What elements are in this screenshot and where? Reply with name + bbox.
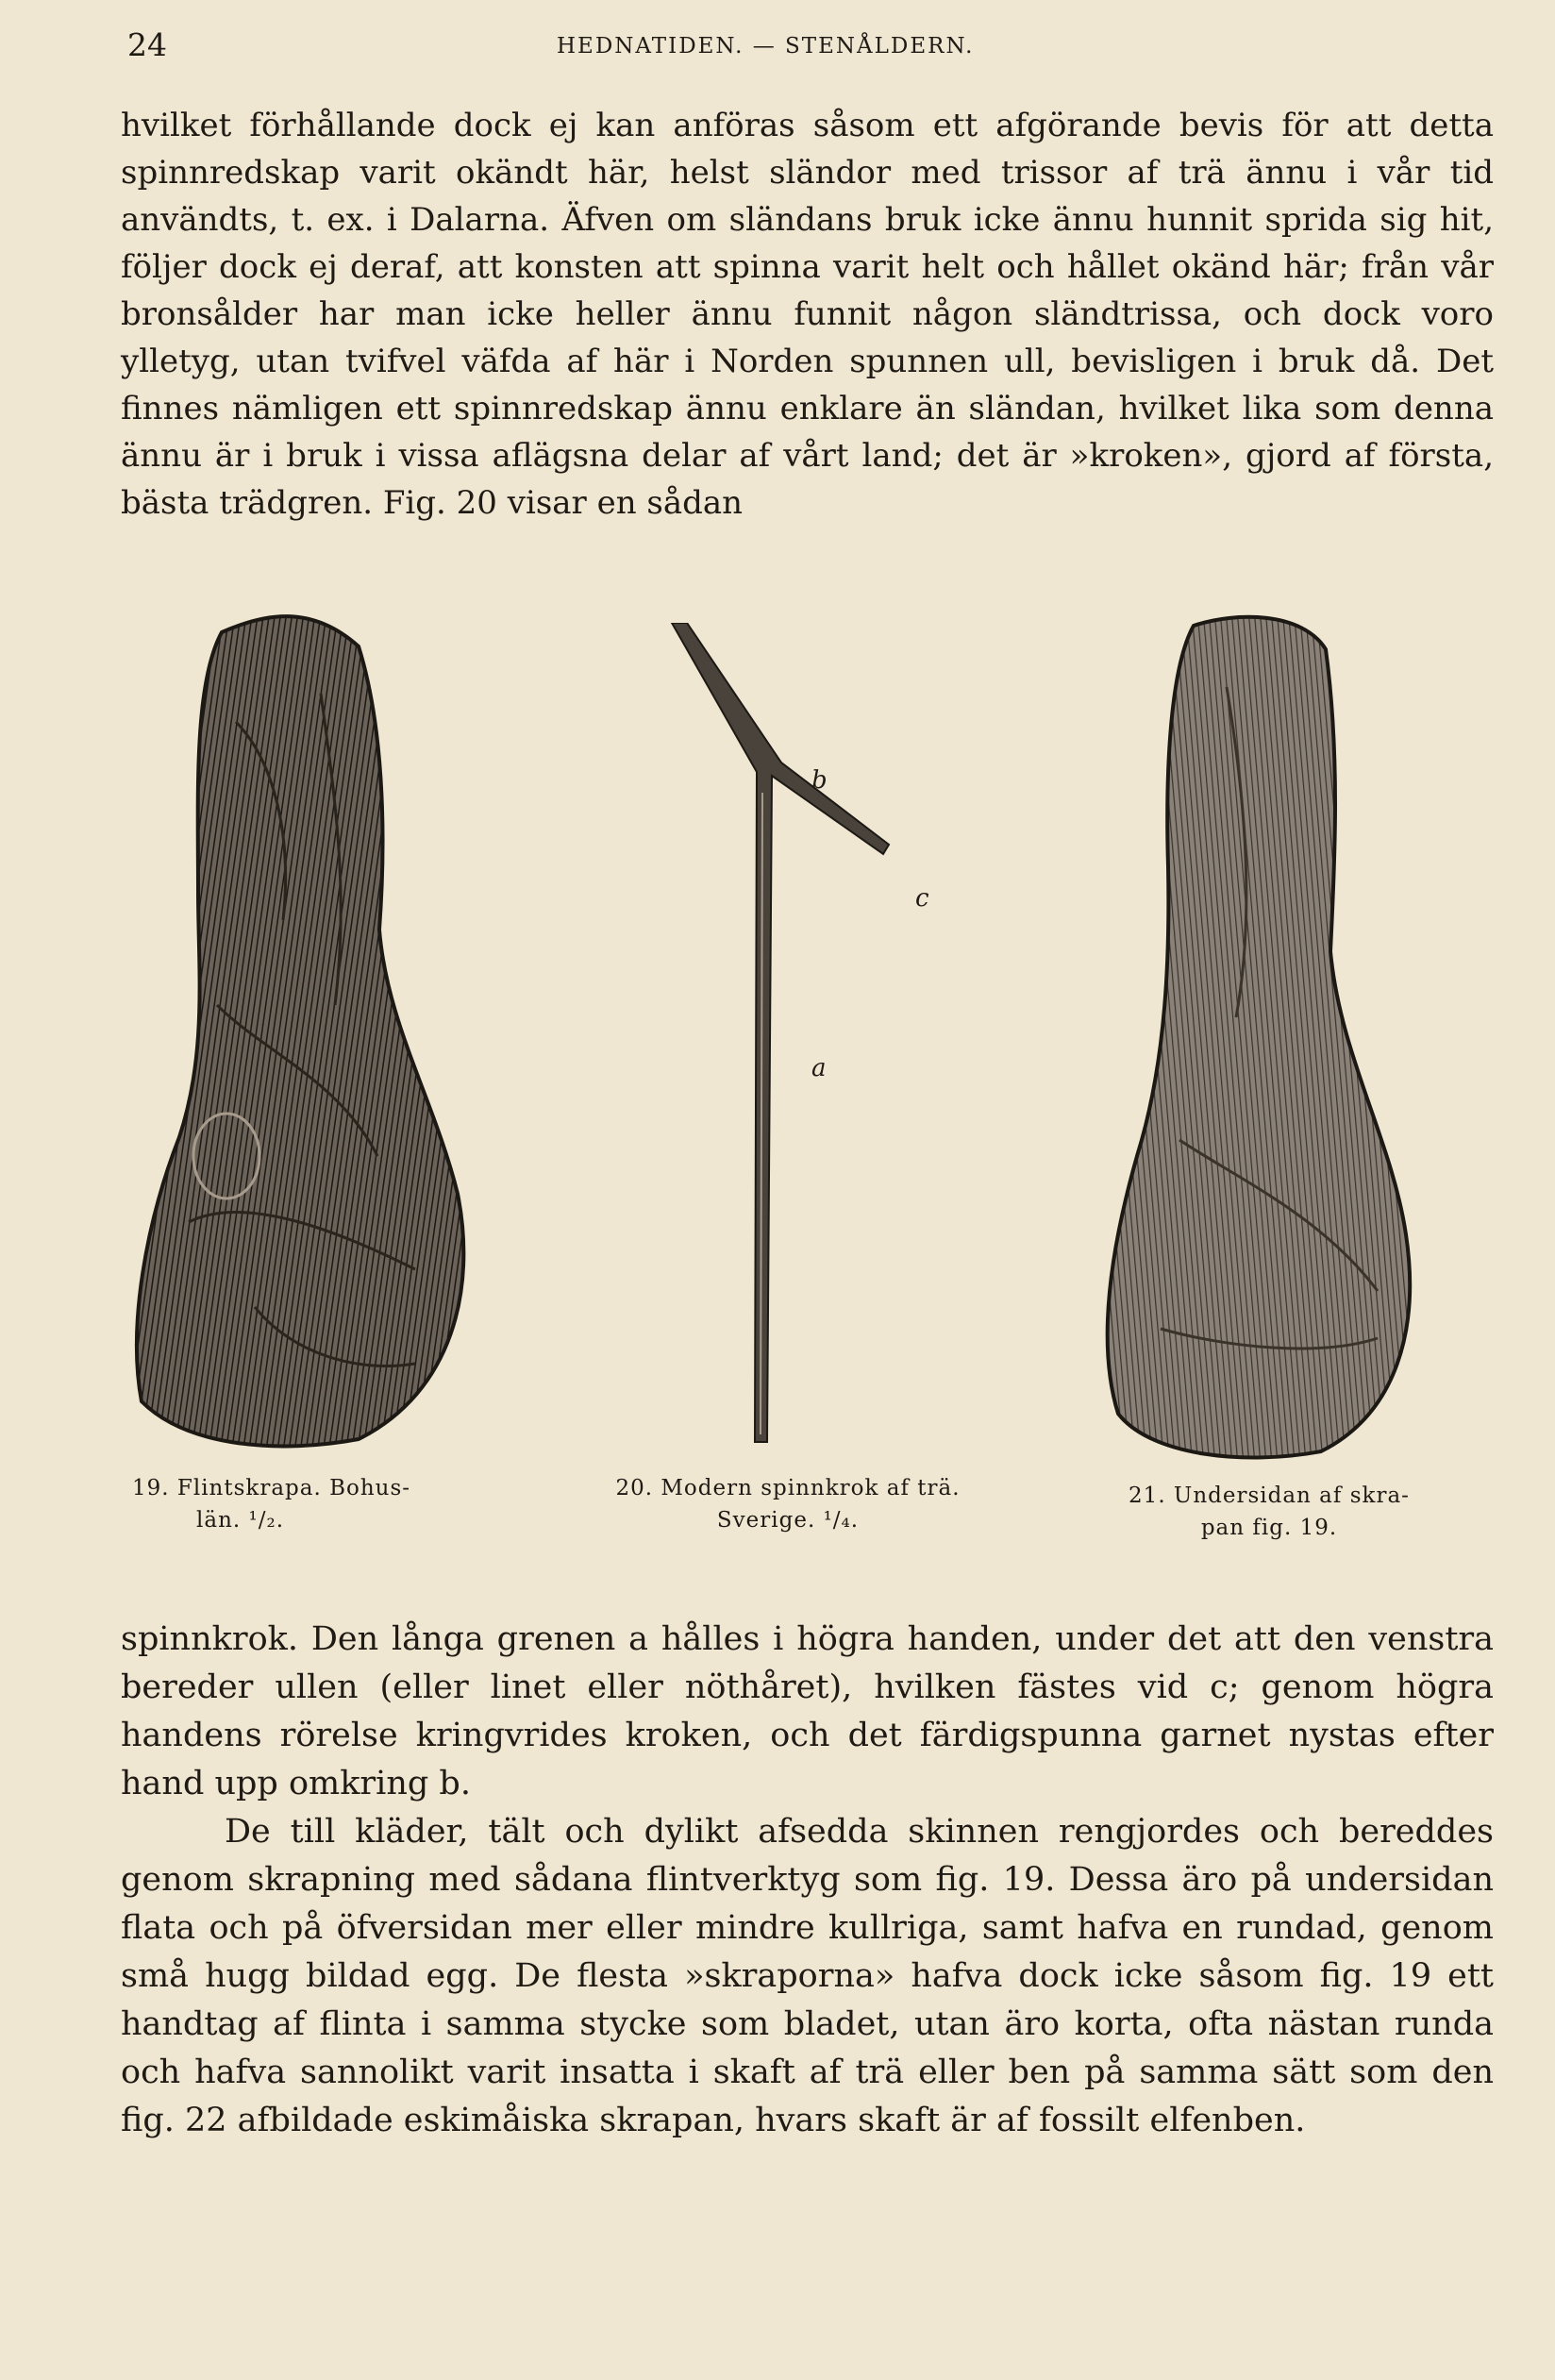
caption-fig-20 (580, 1472, 995, 1536)
scraper-underside-illustration (1095, 612, 1453, 1461)
hook-label-b: b (811, 766, 828, 795)
caption-fig-19-line1: 19. Flintskrapa. Bohus- (132, 1476, 411, 1500)
spinning-hook-illustration (660, 623, 1057, 1453)
body-text-top (121, 102, 1494, 527)
paragraph: spinnkrok. Den långa grenen a hålles i högra handen, under det att den venstra bereder ullen (eller linet eller nöthåret), hvilken fästes vid c; genom högra handens rörelse kringvrides kroken, och det färdigspunna garnet nystas efter hand upp omkring b. (121, 1620, 1494, 1802)
paragraph: De till kläder, tält och dylikt afsedda skinnen rengjordes och bereddes genom skrapning med sådana flintverktyg som fig. 19. Dessa äro på undersidan flata och på öfversidan mer eller mindre kullriga, samt hafva en rundad, genom små hugg bildad egg. De flesta »skraporna» hafva dock icke såsom fig. 19 ett handtag af flinta i samma stycke som bladet, utan äro korta, ofta nästan runda och hafva sannolikt varit insatta i skaft af trä eller ben på samma sätt som den fig. 22 afbildade eskimåiska skrapan, hvars skaft är af fossilt elfenben. (121, 1813, 1494, 2139)
figures-row (113, 604, 1510, 1453)
page-number: 24 (127, 26, 167, 63)
hook-label-a: a (811, 1054, 827, 1082)
paragraph: hvilket förhållande dock ej kan anföras såsom ett afgörande bevis för att detta spinnredskap varit okändt här, helst sländor med trissor af trä ännu i vår tid användts, t. ex. i Dalarna. Äfven om sländans bruk icke ännu hunnit sprida sig hit, följer dock ej deraf, att konsten att spinna varit helt och hållet okänd här; från vår bronsålder har man icke heller ännu funnit någon sländtrissa, och dock voro ylletyg, utan tvifvel väfda af här i Norden spunnen ull, bevisligen i bruk då. Det finnes nämligen ett spinnredskap ännu enklare än sländan, hvilket lika som denna ännu är i bruk i vissa aflägsna delar af vårt land; det är »kroken», gjord af första, bästa trädgren. Fig. 20 visar en sådan (121, 107, 1494, 522)
caption-fig-19 (132, 1472, 491, 1536)
running-head: HEDNATIDEN. — STENÅLDERN. (557, 34, 975, 59)
caption-fig-21-line2: pan fig. 19. (1200, 1516, 1338, 1540)
caption-fig-20-line2: Sverige. ¹/₄. (716, 1508, 860, 1533)
caption-fig-20-line1: 20. Modern spinnkrok af trä. (615, 1476, 961, 1500)
figure-captions (132, 1472, 1472, 1548)
flint-scraper-illustration (132, 609, 481, 1449)
hook-label-c: c (915, 884, 929, 913)
page-header (123, 26, 1491, 74)
caption-fig-21-line1: 21. Undersidan af skra- (1129, 1483, 1410, 1508)
caption-fig-19-line2: län. ¹/₂. (196, 1508, 285, 1533)
caption-fig-21 (1095, 1480, 1444, 1544)
body-text-bottom (121, 1616, 1494, 2145)
